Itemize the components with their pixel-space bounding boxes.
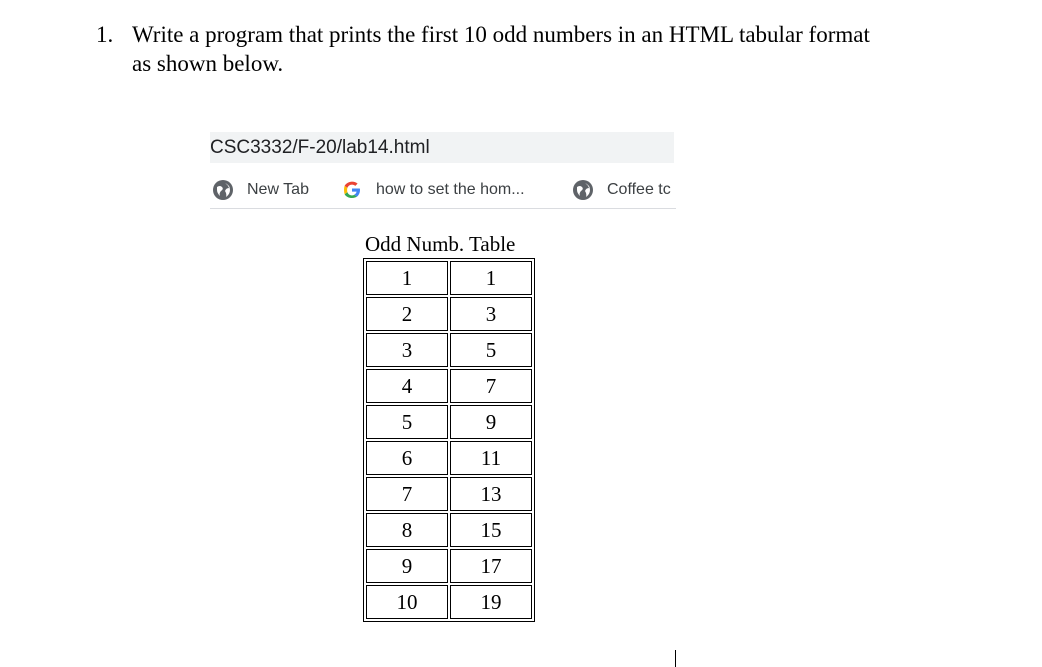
index-cell: 4 xyxy=(366,369,448,403)
index-cell: 2 xyxy=(366,297,448,331)
address-bar[interactable] xyxy=(210,132,674,163)
index-cell: 5 xyxy=(366,405,448,439)
odd-number-cell: 7 xyxy=(450,369,532,403)
odd-numbers-table xyxy=(363,258,535,622)
question xyxy=(96,20,956,78)
odd-number-cell: 3 xyxy=(450,297,532,331)
question-text xyxy=(132,20,956,78)
odd-number-cell: 13 xyxy=(450,477,532,511)
table-row xyxy=(366,261,532,295)
table-row xyxy=(366,477,532,511)
bookmark-google-search[interactable] xyxy=(341,179,525,201)
bookmarks-bar xyxy=(210,174,676,209)
question-number: 1. xyxy=(96,22,114,47)
bookmark-new-tab[interactable] xyxy=(212,179,309,201)
table-row xyxy=(366,369,532,403)
browser-screenshot xyxy=(210,130,676,630)
globe-icon xyxy=(212,179,234,201)
globe-icon xyxy=(572,179,594,201)
odd-number-cell: 17 xyxy=(450,549,532,583)
index-cell: 9 xyxy=(366,549,448,583)
address-text: CSC3332/F-20/lab14.html xyxy=(210,137,430,158)
table-caption: Odd Numb. Table xyxy=(365,232,516,256)
table-row xyxy=(366,405,532,439)
bookmark-coffee[interactable] xyxy=(572,179,671,201)
index-cell: 10 xyxy=(366,585,448,619)
google-g-icon xyxy=(341,179,363,201)
odd-number-cell: 1 xyxy=(450,261,532,295)
odd-number-cell: 11 xyxy=(450,441,532,475)
question-line-2: as shown below. xyxy=(132,51,284,76)
index-cell: 6 xyxy=(366,441,448,475)
table-row xyxy=(366,297,532,331)
table-row xyxy=(366,441,532,475)
bookmark-label: New Tab xyxy=(247,181,309,198)
index-cell: 8 xyxy=(366,513,448,547)
odd-number-cell: 9 xyxy=(450,405,532,439)
question-line-1: Write a program that prints the first 10 odd numbers in an HTML tabular format xyxy=(132,22,870,47)
table-row xyxy=(366,333,532,367)
bookmark-label: how to set the hom... xyxy=(376,181,525,198)
text-cursor xyxy=(675,650,676,667)
index-cell: 7 xyxy=(366,477,448,511)
index-cell: 1 xyxy=(366,261,448,295)
table-row xyxy=(366,513,532,547)
table-row xyxy=(366,549,532,583)
odd-number-cell: 5 xyxy=(450,333,532,367)
table-row xyxy=(366,585,532,619)
bookmark-label: Coffee tc xyxy=(607,181,671,198)
odd-number-cell: 19 xyxy=(450,585,532,619)
index-cell: 3 xyxy=(366,333,448,367)
odd-number-cell: 15 xyxy=(450,513,532,547)
